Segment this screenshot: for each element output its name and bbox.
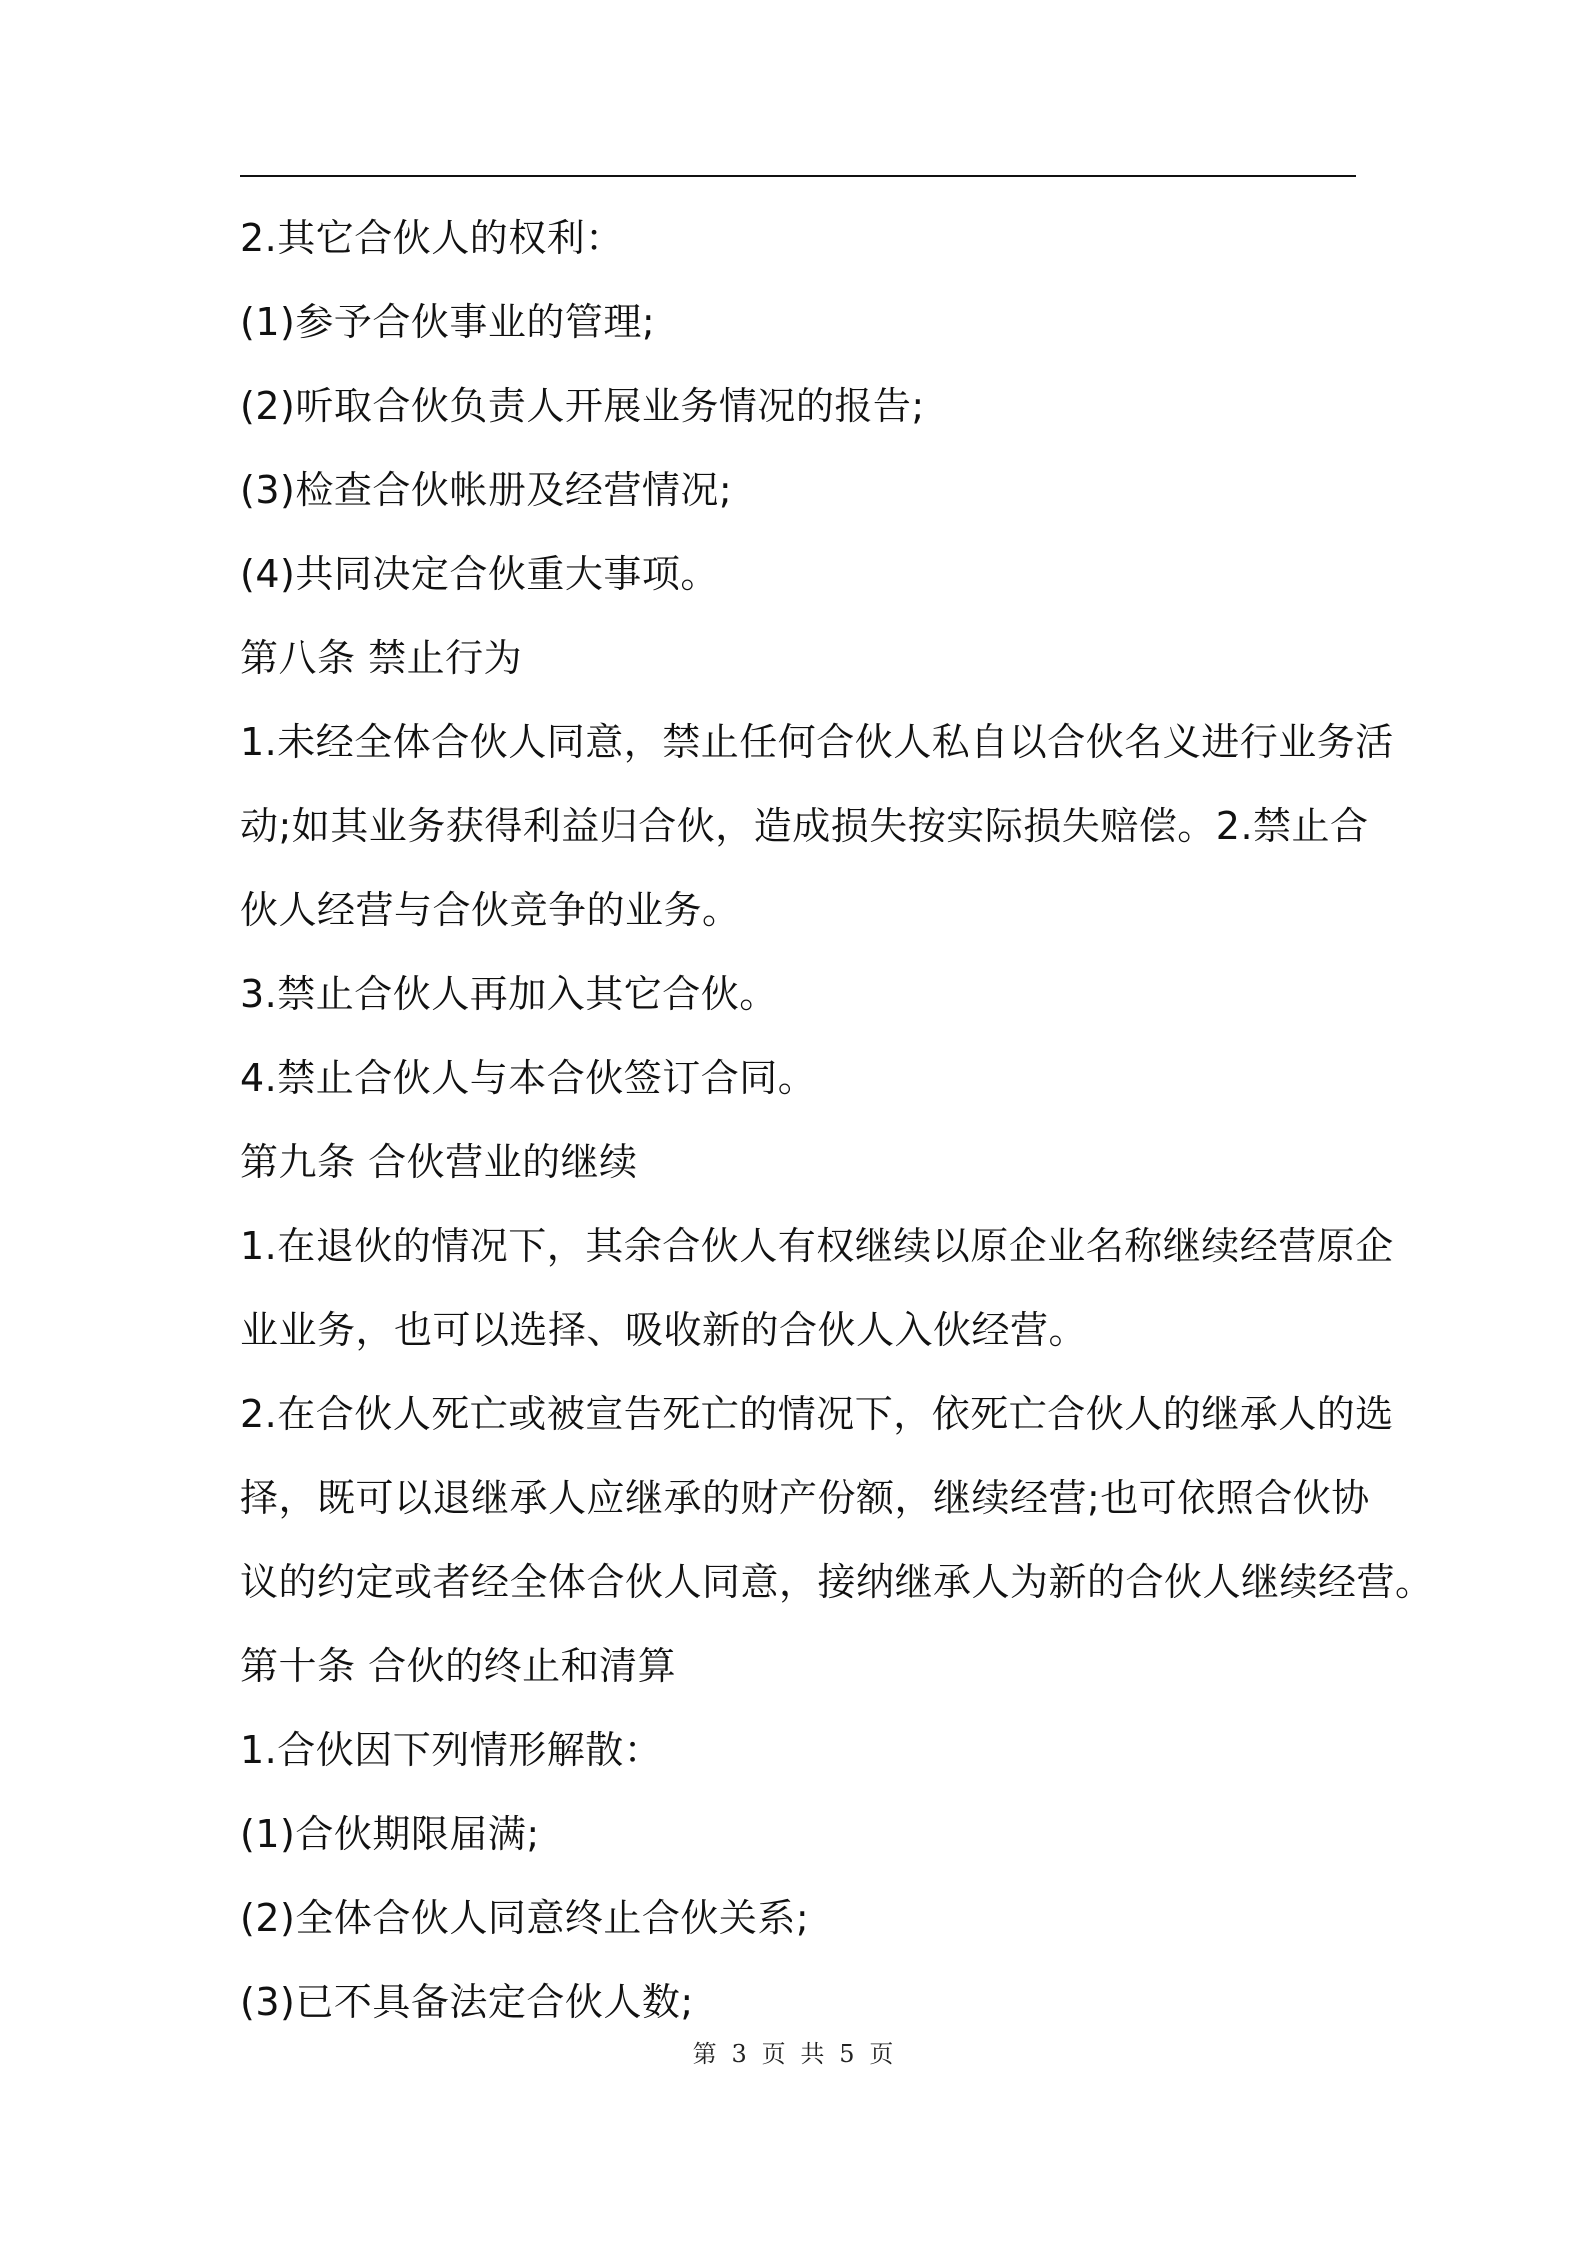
paragraph-line: 2.其它合伙人的权利： <box>240 216 624 260</box>
paragraph-line: 择，既可以退继承人应继承的财产份额，继续经营;也可依照合伙协 <box>240 1476 1370 1520</box>
list-item: (3)检查合伙帐册及经营情况; <box>240 468 733 512</box>
section-heading: 第八条 禁止行为 <box>240 636 523 680</box>
list-item: (2)听取合伙负责人开展业务情况的报告; <box>240 384 925 428</box>
paragraph-line: 1.未经全体合伙人同意，禁止任何合伙人私自以合伙名义进行业务活 <box>240 720 1394 764</box>
paragraph-line: 伙人经营与合伙竞争的业务。 <box>240 888 741 932</box>
paragraph-line: 业业务，也可以选择、吸收新的合伙人入伙经营。 <box>240 1308 1088 1352</box>
section-heading: 第九条 合伙营业的继续 <box>240 1140 638 1184</box>
list-item: (2)全体合伙人同意终止合伙关系; <box>240 1896 810 1940</box>
paragraph-line: 1.在退伙的情况下，其余合伙人有权继续以原企业名称继续经营原企 <box>240 1224 1394 1268</box>
list-item: (1)合伙期限届满; <box>240 1812 540 1856</box>
list-item: (3)已不具备法定合伙人数; <box>240 1980 694 2024</box>
page-number-footer: 第 3 页 共 5 页 <box>692 2040 894 2068</box>
section-heading: 第十条 合伙的终止和清算 <box>240 1644 677 1688</box>
header-rule <box>240 175 1356 177</box>
list-item: (1)参予合伙事业的管理; <box>240 300 656 344</box>
paragraph-line: 2.在合伙人死亡或被宣告死亡的情况下，依死亡合伙人的继承人的选 <box>240 1392 1394 1436</box>
paragraph-line: 动;如其业务获得利益归合伙，造成损失按实际损失赔偿。2.禁止合 <box>240 804 1369 848</box>
paragraph-line: 议的约定或者经全体合伙人同意，接纳继承人为新的合伙人继续经营。 <box>240 1560 1434 1604</box>
paragraph-line: 1.合伙因下列情形解散： <box>240 1728 663 1772</box>
paragraph-line: 4.禁止合伙人与本合伙签订合同。 <box>240 1056 817 1100</box>
paragraph-line: 3.禁止合伙人再加入其它合伙。 <box>240 972 778 1016</box>
list-item: (4)共同决定合伙重大事项。 <box>240 552 719 596</box>
document-body <box>240 196 1434 2044</box>
